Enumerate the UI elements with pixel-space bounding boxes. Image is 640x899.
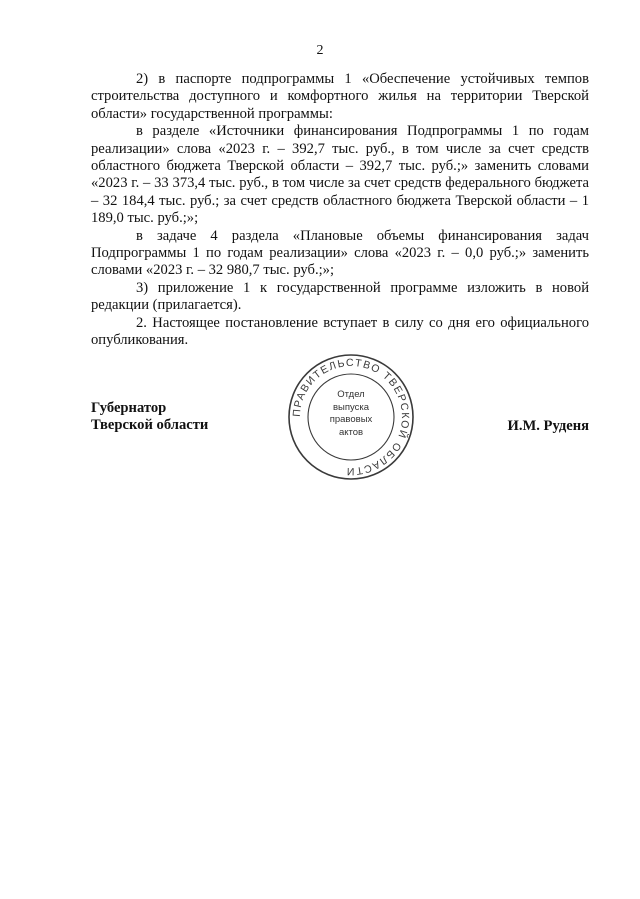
- signatory-position: [91, 400, 208, 435]
- stamp-line-legal: правовых: [329, 414, 373, 425]
- paragraph-effective-date: 2. Настоящее постановление вступает в силу со дня его официального опубликования.: [91, 314, 589, 349]
- paragraph-subprogram-passport: 2) в паспорте подпрограммы 1 «Обеспечение устойчивых темпов строительства доступного и комфортного жилья на территории Тверской области» государственной программы:: [91, 71, 589, 122]
- paragraph-appendix: 3) приложение 1 к государственной программе изложить в новой редакции (прилагается).: [91, 279, 589, 314]
- page-number: 2: [316, 43, 324, 58]
- paragraph-task-4: в задаче 4 раздела «Плановые объемы финансирования задач Подпрограммы 1 по годам реализации» слова «2023 г. – 0,0 руб.;» заменить словами «2023 г. – 32 980,7 тыс. руб.;»;: [91, 227, 589, 279]
- stamp-line-acts: актов: [338, 426, 364, 438]
- document-body: [91, 71, 589, 350]
- stamp-line-issue: выпуска: [332, 401, 370, 413]
- paragraph-funding-sources: в разделе «Источники финансирования Подпрограммы 1 по годам реализации» слова «2023 г. – 392,7 тыс. руб., в том числе за счет средств областного бюджета Тверской области – 392,7 тыс. руб.;» заменить словами «2023 г. – 33 373,4 тыс. руб., в том числе за счет средств федерального бюджета – 32 184,4 тыс. руб.; за счет средств областного бюджета Тверской области – 1 189,0 тыс. руб.;»;: [91, 123, 589, 227]
- signature-block: [91, 400, 589, 440]
- stamp-ring-text: ПРАВИТЕЛЬСТВО ТВЕРСКОЙ ОБЛАСТИ: [290, 356, 412, 478]
- signatory-region: Тверской области: [91, 417, 209, 434]
- signatory-title: Губернатор: [91, 400, 167, 416]
- signatory-name: И.М. Руденя: [507, 418, 589, 434]
- stamp-line-department: Отдел: [337, 389, 365, 400]
